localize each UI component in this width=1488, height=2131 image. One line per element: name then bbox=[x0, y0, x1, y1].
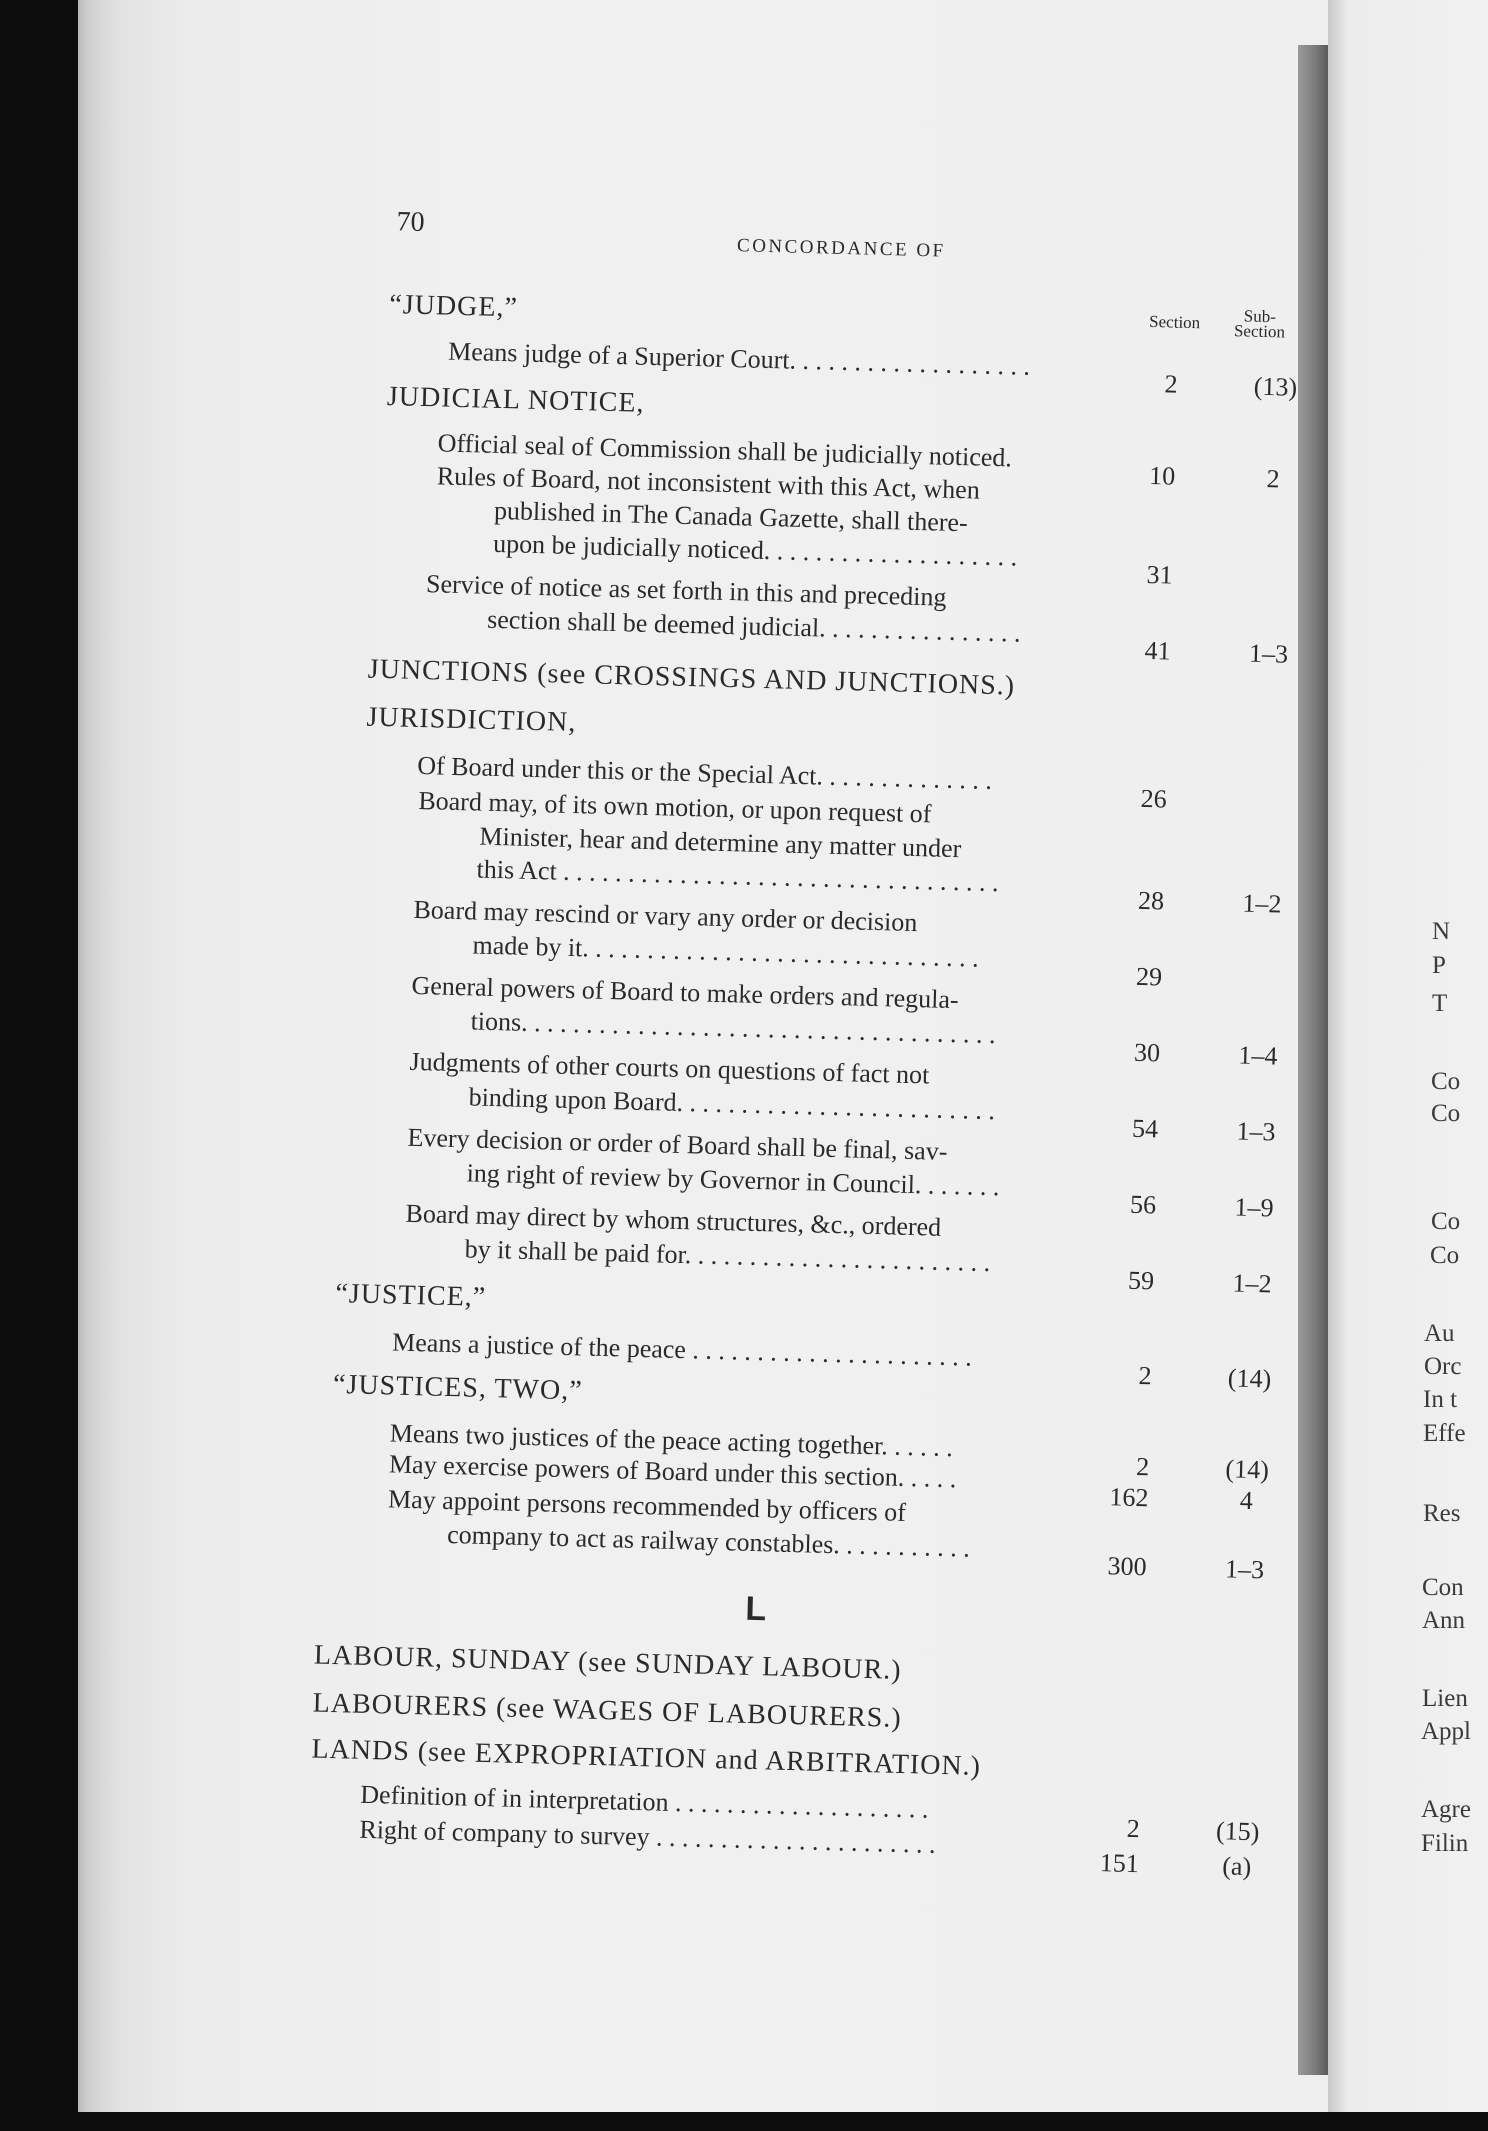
section-number: 54 bbox=[1131, 1113, 1159, 1144]
column-header-section: Section bbox=[1148, 311, 1201, 333]
entry-heading: “JUDGE,” bbox=[388, 289, 519, 324]
subsection-number: (a) bbox=[1221, 1851, 1252, 1882]
entry-text: Judgments of other courts on questions of fact not bbox=[409, 1046, 930, 1090]
entry-text: May appoint persons recommended by officers of bbox=[387, 1484, 907, 1527]
entry-text: Service of notice as set forth in this and preceding bbox=[425, 569, 947, 612]
entry-text: published in The Canada Gazette, shall there- bbox=[493, 495, 969, 538]
right-page-fragment: Agre bbox=[1421, 1796, 1471, 1823]
right-page-fragment: T bbox=[1432, 990, 1448, 1017]
right-page-fragment: Co bbox=[1430, 1242, 1460, 1269]
entry-heading: JUDICIAL NOTICE, bbox=[386, 381, 645, 419]
entry-text: by it shall be paid for. . . . . . . . . . . . . . . . . . . . . . . . bbox=[464, 1234, 991, 1278]
entry-text: company to act as railway constables. . . . . . . . . . . bbox=[446, 1519, 971, 1563]
entry-heading: “JUSTICES, TWO,” bbox=[332, 1368, 583, 1407]
entry-text: Board may, of its own motion, or upon request of bbox=[418, 785, 932, 829]
entry-text: Minister, hear and determine any matter under bbox=[479, 821, 962, 864]
subsection-number: 1–9 bbox=[1234, 1192, 1274, 1223]
right-page-fragment: In t bbox=[1423, 1386, 1458, 1413]
subsection-number: 4 bbox=[1239, 1485, 1254, 1516]
right-page-fragment: Lien bbox=[1422, 1685, 1468, 1712]
right-page-fragment: N bbox=[1432, 918, 1451, 945]
right-page-fragment: P bbox=[1432, 952, 1446, 979]
right-page-fragment: Co bbox=[1431, 1208, 1461, 1235]
right-page-fragment: Filin bbox=[1421, 1830, 1469, 1857]
section-number: 2 bbox=[1135, 1451, 1150, 1482]
entry-text: Means two justices of the peace acting together. . . . . . bbox=[389, 1418, 954, 1463]
entry-text: section shall be deemed judicial. . . . . . . . . . . . . . . . bbox=[486, 604, 1021, 648]
section-number: 31 bbox=[1146, 559, 1173, 590]
section-number: 2 bbox=[1164, 369, 1178, 399]
entry-text: upon be judicially noticed. . . . . . . . . . . . . . . . . . . . bbox=[492, 528, 1018, 572]
right-page-fragment: Orc bbox=[1424, 1353, 1462, 1380]
right-page-fragment: Co bbox=[1431, 1068, 1461, 1095]
entry-text: ing right of review by Governor in Council. . . . . . . bbox=[466, 1158, 1000, 1202]
entry-heading: LANDS (see EXPROPRIATION and ARBITRATION.) bbox=[311, 1733, 982, 1783]
entry-text: Every decision or order of Board shall be final, sav- bbox=[407, 1122, 948, 1166]
subsection-number: (14) bbox=[1225, 1454, 1270, 1485]
section-number: 10 bbox=[1148, 460, 1176, 491]
right-page-fragment: Co bbox=[1431, 1100, 1461, 1127]
column-header-subsection: Sub- Section bbox=[1233, 306, 1286, 342]
right-page-fragment: Con bbox=[1422, 1574, 1464, 1601]
page-number: 70 bbox=[396, 206, 425, 238]
subsection-number: 1–4 bbox=[1238, 1040, 1278, 1071]
letter-heading: L bbox=[744, 1589, 767, 1629]
right-page-fragment: Ann bbox=[1422, 1607, 1466, 1634]
subsection-number: 1–2 bbox=[1232, 1268, 1272, 1299]
section-number: 30 bbox=[1133, 1037, 1161, 1068]
section-number: 56 bbox=[1129, 1189, 1157, 1220]
entry-text: made by it. . . . . . . . . . . . . . . . . . . . . . . . . . . . . . . bbox=[472, 930, 980, 973]
entry-text: May exercise powers of Board under this section. . . . . bbox=[388, 1449, 957, 1494]
section-number: 151 bbox=[1099, 1848, 1140, 1879]
entry-text: General powers of Board to make orders and regula- bbox=[411, 970, 959, 1015]
right-page-fragment: Res bbox=[1423, 1500, 1461, 1527]
entry-heading: “JUSTICE,” bbox=[335, 1277, 487, 1313]
section-number: 29 bbox=[1135, 961, 1163, 992]
section-number: 2 bbox=[1126, 1813, 1141, 1844]
entry-text: Official seal of Commission shall be judicially noticed. bbox=[437, 428, 1013, 473]
right-page-fragment: Appl bbox=[1421, 1718, 1471, 1745]
entry-text: tions. . . . . . . . . . . . . . . . . . . . . . . . . . . . . . . . . . . . . bbox=[470, 1006, 996, 1050]
right-page-fragment: Au bbox=[1424, 1320, 1455, 1347]
entry-heading: JURISDICTION, bbox=[366, 701, 577, 739]
section-number: 41 bbox=[1144, 635, 1171, 666]
entry-text: binding upon Board. . . . . . . . . . . . . . . . . . . . . . . . . bbox=[468, 1082, 996, 1126]
subsection-number: 2 bbox=[1266, 464, 1281, 494]
entry-heading: LABOUR, SUNDAY (see SUNDAY LABOUR.) bbox=[313, 1639, 902, 1686]
entry-text: this Act . . . . . . . . . . . . . . . . . . . . . . . . . . . . . . . . . . bbox=[476, 854, 1000, 898]
subsection-number: 1–3 bbox=[1248, 638, 1289, 669]
entry-text: Of Board under this or the Special Act. . . . . . . . . . . . . . bbox=[416, 750, 993, 795]
subsection-number: (13) bbox=[1253, 371, 1298, 402]
right-page-fragment: Effe bbox=[1423, 1420, 1466, 1447]
section-number: 162 bbox=[1109, 1482, 1149, 1513]
entry-text: Board may rescind or vary any order or decision bbox=[413, 894, 918, 938]
entry-text: Means judge of a Superior Court. . . . . . . . . . . . . . . . . . . bbox=[447, 336, 1031, 381]
entry-text: Definition of in interpretation . . . . . . . . . . . . . . . . . . . . bbox=[360, 1779, 929, 1824]
entry-text: Right of company to survey . . . . . . . . . . . . . . . . . . . . . . bbox=[359, 1814, 936, 1859]
subsection-number: 1–3 bbox=[1236, 1116, 1276, 1147]
entry-text: Means a justice of the peace . . . . . . . . . . . . . . . . . . . . . . bbox=[391, 1327, 973, 1372]
section-number: 300 bbox=[1107, 1551, 1147, 1582]
subsection-number: 1–3 bbox=[1224, 1554, 1265, 1585]
section-number: 59 bbox=[1127, 1265, 1155, 1296]
section-number: 26 bbox=[1140, 783, 1168, 814]
subsection-number: (15) bbox=[1215, 1816, 1260, 1847]
entry-heading: JUNCTIONS (see CROSSINGS AND JUNCTIONS.) bbox=[367, 653, 1016, 702]
entry-text: Rules of Board, not inconsistent with this Act, when bbox=[436, 461, 981, 505]
running-head: CONCORDANCE OF bbox=[736, 235, 946, 262]
section-number: 2 bbox=[1138, 1361, 1152, 1391]
subsection-number: 1–2 bbox=[1242, 888, 1282, 919]
subsection-number: (14) bbox=[1227, 1363, 1272, 1394]
entry-heading: LABOURERS (see WAGES OF LABOURERS.) bbox=[312, 1687, 903, 1734]
section-number: 28 bbox=[1137, 885, 1165, 916]
entry-text: Board may direct by whom structures, &c., ordered bbox=[405, 1198, 942, 1242]
